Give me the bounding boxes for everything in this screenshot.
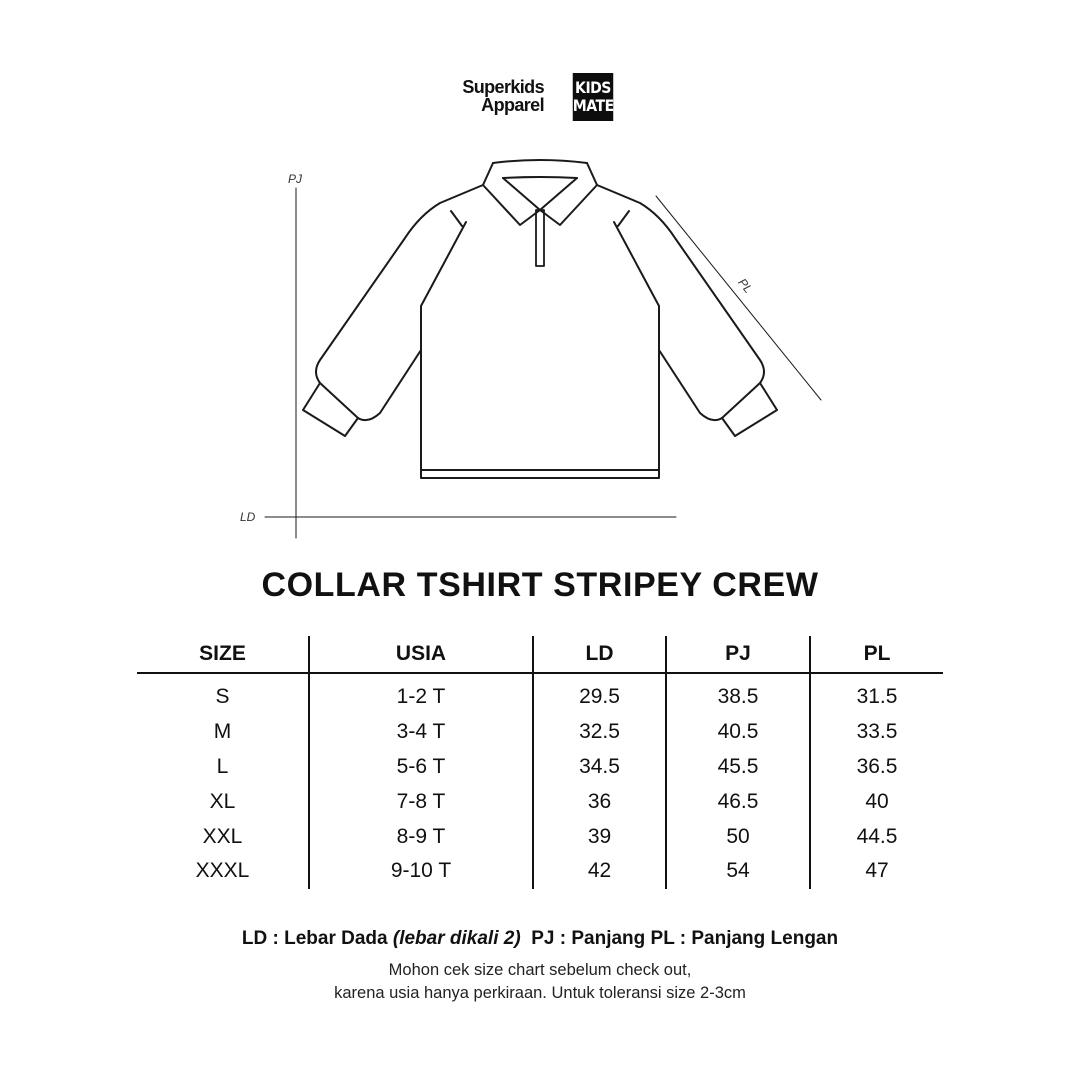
cell-pl: 31.5: [810, 673, 943, 715]
cell-size: XXXL: [195, 859, 250, 883]
table-row: [137, 673, 943, 715]
table-row: [137, 715, 943, 750]
cell-pj: 54: [666, 854, 810, 889]
cell-pj: 45.5: [666, 750, 810, 785]
label-pl: PL: [735, 275, 756, 296]
header-usia: USIA: [309, 636, 533, 673]
collar-right: [540, 163, 597, 225]
cell-size: XXL: [202, 824, 243, 848]
pl-guide-line: [656, 196, 821, 400]
cell-size: L: [216, 754, 229, 778]
cell-ld: 29.5: [533, 673, 666, 715]
cell-usia: 9-10 T: [309, 854, 533, 889]
cell-ld: 36: [533, 784, 666, 819]
table-row: [137, 784, 943, 819]
product-title: COLLAR TSHIRT STRIPEY CREW: [261, 566, 819, 604]
cell-usia: 8-9 T: [309, 819, 533, 854]
collar-back: [493, 160, 587, 163]
table-row: [137, 854, 943, 889]
cell-usia: 5-6 T: [309, 750, 533, 785]
brand-line-1: Superkids: [462, 77, 544, 97]
cell-ld: 42: [533, 854, 666, 889]
logo-line-1: KIDS: [575, 78, 611, 97]
cell-pj: 50: [666, 819, 810, 854]
cell-ld: 32.5: [533, 715, 666, 750]
cell-pj: 38.5: [666, 673, 810, 715]
table-row: [137, 750, 943, 785]
cell-pl: 36.5: [810, 750, 943, 785]
cell-usia: 1-2 T: [309, 673, 533, 715]
cell-pl: 40: [810, 784, 943, 819]
collar-left: [483, 163, 540, 225]
label-pj: PJ: [288, 172, 303, 186]
legend-ld: LD : Lebar Dada: [241, 928, 388, 949]
logo-line-2: MATE: [572, 96, 614, 115]
cell-ld: 34.5: [533, 750, 666, 785]
size-chart-table: [137, 636, 943, 889]
cell-size: S: [215, 685, 230, 709]
cell-pl: 44.5: [810, 819, 943, 854]
legend-pl: PL : Panjang Lengan: [650, 928, 839, 949]
shirt-body: [421, 222, 659, 478]
header-pl: PL: [810, 636, 943, 673]
header-ld: LD: [533, 636, 666, 673]
cell-size: M: [213, 720, 232, 744]
cell-usia: 7-8 T: [309, 784, 533, 819]
cell-pj: 40.5: [666, 715, 810, 750]
neckline: [503, 177, 577, 178]
header-pj: PJ: [666, 636, 810, 673]
table-header-row: [137, 636, 943, 673]
cell-pl: 47: [810, 854, 943, 889]
cell-pj: 46.5: [666, 784, 810, 819]
measurement-legend: [0, 928, 1080, 950]
header-size: SIZE: [137, 636, 309, 673]
placket: [536, 210, 544, 266]
brand-line-2: Apparel: [481, 95, 544, 115]
note-line-1: Mohon cek size chart sebelum check out,: [388, 961, 692, 979]
label-ld: LD: [240, 510, 256, 524]
table-row: [137, 819, 943, 854]
cell-pl: 33.5: [810, 715, 943, 750]
cell-size: XL: [209, 789, 236, 813]
legend-ld-note: (lebar dikali 2): [392, 928, 521, 949]
note-line-2: karena usia hanya perkiraan. Untuk toleransi size 2-3cm: [334, 984, 746, 1002]
cell-usia: 3-4 T: [309, 715, 533, 750]
legend-pj: PJ : Panjang: [531, 928, 646, 949]
cell-ld: 39: [533, 819, 666, 854]
